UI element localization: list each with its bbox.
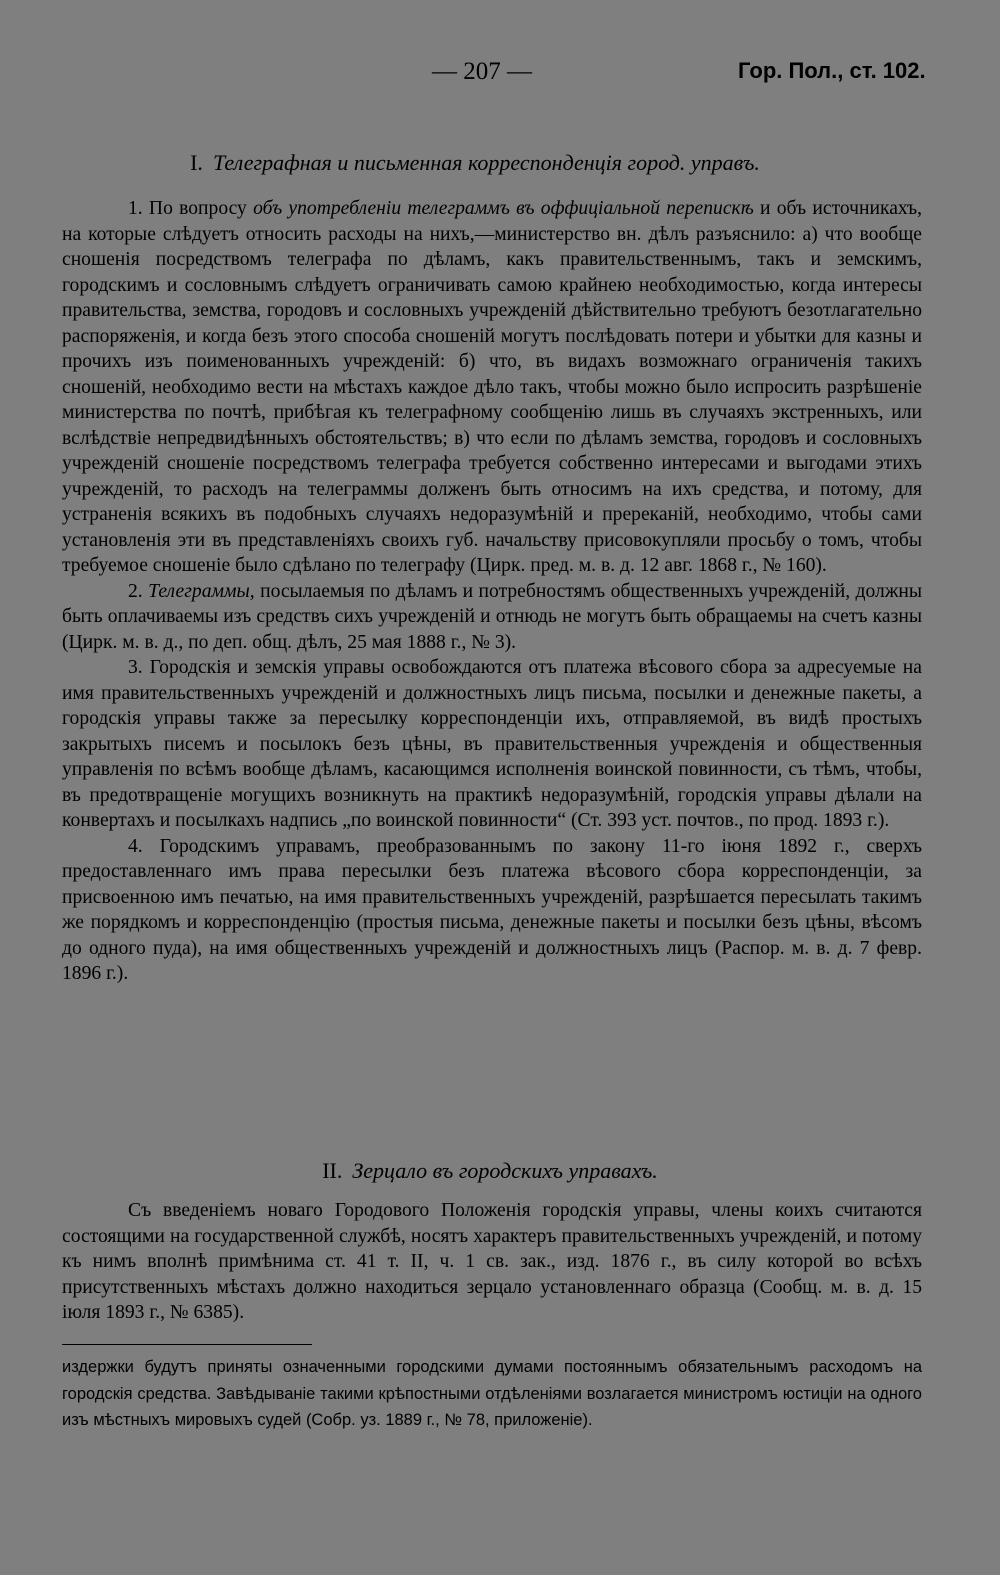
section-2-heading: Зерцало въ городскихъ управахъ. bbox=[352, 1158, 658, 1183]
paragraph-text: 4. Городскимъ управамъ, преобразованнымъ по закону 11-го іюня 1892 г., сверхъ предоставленнаго имъ права пересылки безъ платежа вѣсового сбора корреспонденціи, за присвоенною имъ печатью, на имя правительственныхъ учрежденій, разрѣшается пересылать такимъ же порядкомъ и корреспонденцію (простыя письма, денежные пакеты и посылки безъ цѣны, вѣсомъ до одного пуда), на имя общественныхъ учрежденій и должностныхъ лицъ (Распор. м. в. д. 7 февр. 1896 г.). bbox=[62, 835, 922, 984]
section-2-title bbox=[60, 1158, 920, 1184]
page-number: — 207 — bbox=[432, 58, 532, 85]
footnote bbox=[62, 1354, 922, 1434]
footnote-divider bbox=[62, 1344, 312, 1345]
paragraph bbox=[62, 196, 922, 579]
paragraph-emphasis: Телеграммы, bbox=[148, 580, 255, 602]
paragraph-emphasis: объ употребленіи телеграммъ въ оффиціальной перепискѣ bbox=[253, 198, 754, 219]
paragraph-text: и объ источникахъ, на которые слѣдуетъ относить расходы на нихъ,—министерство вн. дѣлъ разъяснило: а) что вообще сношенія посредствомъ телеграфа по дѣламъ, какъ правительственнымъ, такъ и земскимъ, городскимъ и сословнымъ слѣдуетъ ограничивать самою крайнею необходимостью, когда интересы правительства, земства, городовъ и сословныхъ учрежденій дѣйствительно требуютъ безотлагательно распоряженія, и когда безъ этого способа сношеній могутъ послѣдовать потери и убытки для казны и прочихъ изъ поименованныхъ учрежденій: б) что, въ видахъ возможнаго ограниченія такихъ сношеній, необходимо вести на мѣстахъ каждое дѣло такъ, чтобы можно было испросить разрѣшеніе министерства по почтѣ, прибѣгая къ телеграфному сообщенію лишь въ случаяхъ экстренныхъ, или вслѣдствіе непредвидѣнныхъ обстоятельствъ; в) что если по дѣламъ земства, городовъ и сословныхъ учрежденій сношеніе посредствомъ телеграфа требуется собственно интересами и выгодами этихъ учрежденій, то расходъ на телеграммы долженъ быть относимъ на ихъ средства, и потому, для устраненія всякихъ въ подобныхъ случаяхъ недоразумѣній и пререканій, необходимо, чтобы сами установленія эти въ представленіяхъ своихъ губ. начальству присовокупляли просьбу о томъ, чтобы требуемое сношеніе было сдѣлано по телеграфу (Цирк. пред. м. в. д. 12 авг. 1868 г., № 160). bbox=[62, 198, 922, 576]
paragraph bbox=[62, 834, 922, 987]
paragraph-text: посылаемыя по дѣламъ и потребностямъ общественныхъ учрежденій, должны быть оплачиваемы изъ средствъ сихъ учрежденій и отнюдь не могутъ быть обращаемы на счетъ казны (Цирк. м. в. д., по деп. общ. дѣлъ, 25 мая 1888 г., № 3). bbox=[62, 580, 923, 653]
section-2-body bbox=[62, 1198, 922, 1326]
paragraph-text: 3. Городскія и земскія управы освобождаются отъ платежа вѣсового сбора за адресуемые на имя правительственныхъ учрежденій и должностныхъ лицъ письма, посылки и денежные пакеты, а городскія управы также за пересылку корреспонденціи ихъ, отправляемой, въ видѣ простыхъ закрытыхъ писемъ и посылокъ безъ цѣны, въ правительственныя учрежденія и общественныя управленія по всѣмъ вообще дѣламъ, касающимся исполненія воинской повинности, съ тѣмъ, чтобы, въ предотвращеніе могущихъ возникнуть на практикѣ недоразумѣній, городскія управы дѣлали на конвертахъ и посылкахъ надпись „по воинской повинности“ (Ст. 393 уст. почтов., по прод. 1893 г.). bbox=[62, 657, 922, 831]
paragraph bbox=[62, 655, 922, 834]
footnote-text: издержки будутъ приняты означенными городскими думами постояннымъ обязательнымъ расходомъ на городскія средства. Завѣдываніе такими крѣпостными отдѣленіями возлагается министромъ юстиціи на одного изъ мѣстныхъ мировыхъ судей (Собр. уз. 1889 г., № 78, приложеніе). bbox=[62, 1358, 922, 1429]
paragraph-text: Съ введеніемъ новаго Городового Положенія городскія управы, члены коихъ считаются состоящими на государственной службѣ, носятъ характеръ правительственныхъ учрежденій, и потому къ нимъ вполнѣ примѣнима ст. 41 т. II, ч. 1 св. зак., изд. 1876 г., въ силу которой во всѣхъ присутственныхъ мѣстахъ должно находиться зерцало установленнаго образца (Сообщ. м. в. д. 15 іюля 1893 г., № 6385). bbox=[62, 1200, 922, 1323]
paragraph-lead: 1. По вопросу bbox=[128, 198, 254, 219]
section-2-number: II. bbox=[322, 1158, 343, 1183]
paragraph-lead: 2. bbox=[128, 580, 149, 602]
section-1-heading: Телеграфная и письменная корреспонденція город. управъ. bbox=[212, 150, 760, 175]
section-1-number: I. bbox=[190, 150, 203, 175]
section-1-title bbox=[50, 150, 900, 176]
running-head: Гор. Пол., ст. 102. bbox=[738, 58, 926, 83]
paragraph bbox=[62, 579, 922, 656]
paragraph bbox=[62, 1198, 922, 1326]
section-1-body bbox=[62, 196, 922, 987]
page-header bbox=[0, 58, 1000, 94]
